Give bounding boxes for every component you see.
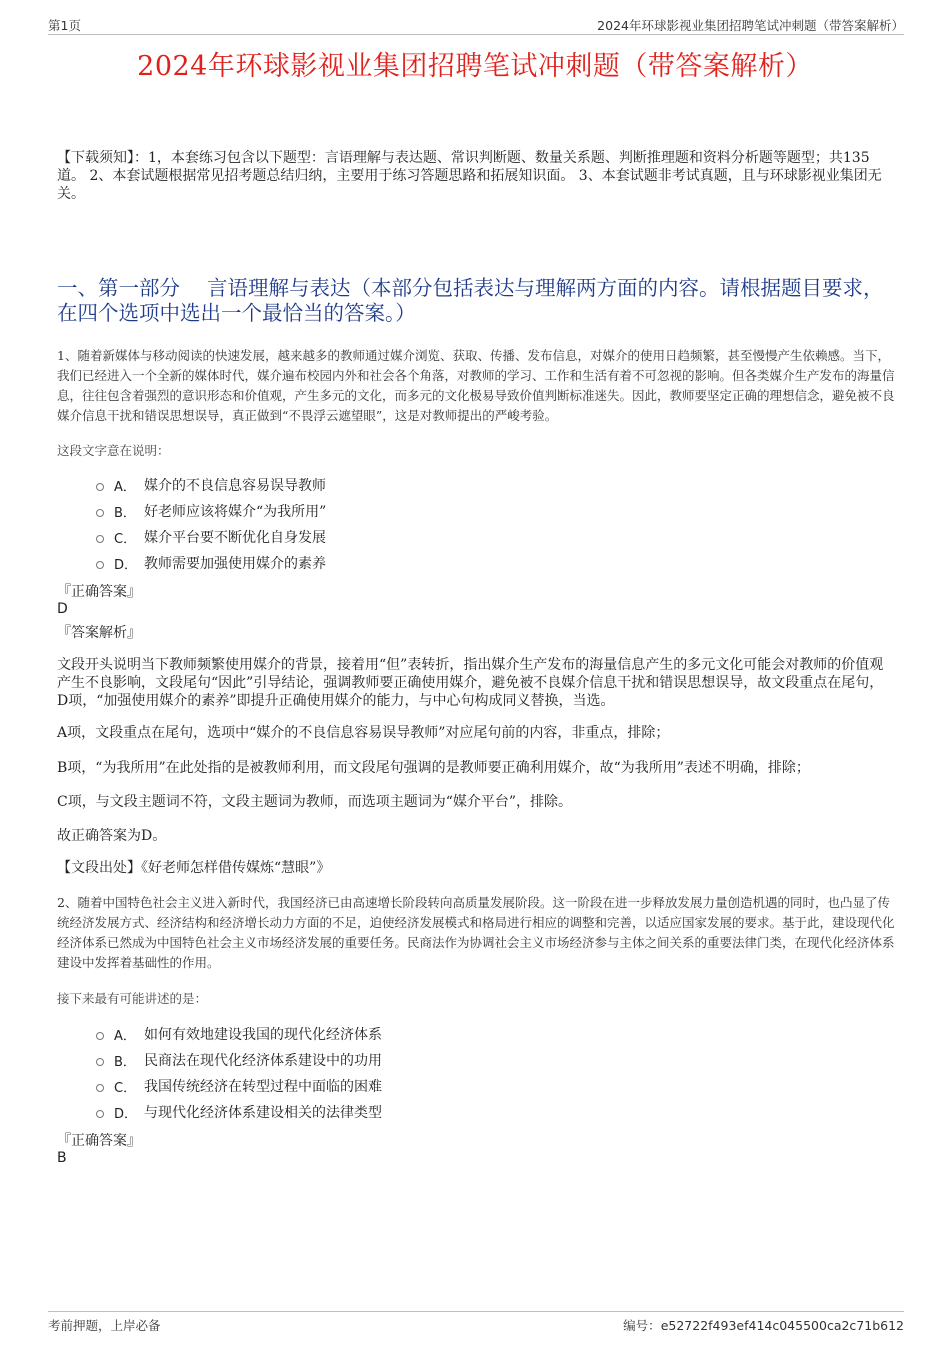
- radio-icon[interactable]: [96, 1032, 104, 1040]
- page-header: [48, 14, 904, 35]
- footer-code-value: e52722f493ef414c045500ca2c71b612: [660, 1318, 904, 1333]
- question-1-option-b[interactable]: B． 好老师应该将媒介“为我所用”: [96, 498, 326, 524]
- footer-code: [623, 1316, 904, 1334]
- radio-icon[interactable]: [96, 1084, 104, 1092]
- question-1-source: 【文段出处】《好老师怎样借传媒炼“慧眼”》: [57, 860, 331, 876]
- question-2-answer: B: [57, 1150, 67, 1166]
- question-2-text: 2、随着中国特色社会主义进入新时代，我国经济已由高速增长阶段转向高质量发展阶段。这一阶段在进一步释放发展力量创造机遇的同时，也凸显了传统经济发展方式、经济结构和经济增长动力方面的不足，迫使经济发展模式和格局进行相应的调整和完善，以适应国家发展的要求。基于此，建设现代化经济体系已然成为中国特色社会主义市场经济发展的重要任务。民商法作为协调社会主义市场经济参与主体之间关系的重要法律门类，在现代化经济体系建设中发挥着基础性的作用。: [57, 895, 895, 970]
- download-notice: 【下载须知】：1，本套练习包含以下题型：言语理解与表达题、常识判断题、数量关系题、判断推理题和资料分析题等题型；共135道。 2、本套试题根据常见招考题总结归纳，主要用于练习答题思路和拓展知识面。 3、本套试题非考试真题，且与环球影视业集团无关。: [57, 150, 882, 202]
- question-2-option-d[interactable]: D． 与现代化经济体系建设相关的法律类型: [96, 1099, 382, 1125]
- question-1-option-c[interactable]: C． 媒介平台要不断优化自身发展: [96, 524, 326, 550]
- footer-code-label: 编号：: [623, 1318, 661, 1333]
- question-1-analysis-p2: A项，文段重点在尾句，选项中“媒介的不良信息容易误导教师”对应尾句前的内容，非重点，排除；: [57, 725, 670, 741]
- question-1-analysis-p1: 文段开头说明当下教师频繁使用媒介的背景，接着用“但”表转折，指出媒介生产发布的海量信息产生的多元文化可能会对教师的价值观产生不良影响，文段尾句“因此”引导结论，强调教师要正确使用媒介，避免被不良媒介信息干扰和错误思想误导，故文段重点在尾句，D项，“加强使用媒介的素养”即提升正确使用媒介的能力，与中心句构成同义替换，当选。: [57, 657, 884, 709]
- question-1-option-a[interactable]: A． 媒介的不良信息容易误导教师: [96, 472, 326, 498]
- question-1-analysis-label: 『答案解析』: [57, 625, 141, 641]
- radio-icon[interactable]: [96, 1110, 104, 1118]
- question-1-analysis-p5: 故正确答案为D。: [57, 828, 167, 844]
- radio-icon[interactable]: [96, 561, 104, 569]
- radio-icon[interactable]: [96, 483, 104, 491]
- question-2-option-b[interactable]: B． 民商法在现代化经济体系建设中的功用: [96, 1047, 382, 1073]
- header-doc-title: 2024年环球影视业集团招聘笔试冲刺题（带答案解析）: [597, 18, 904, 33]
- question-1-answer-label: 『正确答案』: [57, 584, 141, 600]
- question-1-answer: D: [57, 601, 68, 617]
- page-number: 第1页: [48, 18, 81, 33]
- radio-icon[interactable]: [96, 1058, 104, 1066]
- page-footer: [48, 1311, 904, 1334]
- question-1-prompt: 这段文字意在说明：: [57, 443, 170, 458]
- question-1-options: [96, 472, 326, 576]
- question-2-option-c[interactable]: C． 我国传统经济在转型过程中面临的困难: [96, 1073, 382, 1099]
- footer-slogan: 考前押题，上岸必备: [48, 1318, 161, 1333]
- question-2-prompt: 接下来最有可能讲述的是：: [57, 991, 208, 1006]
- section-heading: 一、第一部分 言语理解与表达（本部分包括表达与理解两方面的内容。请根据题目要求，在四个选项中选出一个最恰当的答案。）: [57, 276, 884, 325]
- radio-icon[interactable]: [96, 535, 104, 543]
- question-2-answer-label: 『正确答案』: [57, 1133, 141, 1149]
- question-2-option-a[interactable]: A． 如何有效地建设我国的现代化经济体系: [96, 1021, 382, 1047]
- question-1-text: 1、随着新媒体与移动阅读的快速发展，越来越多的教师通过媒介浏览、获取、传播、发布信息，对媒介的使用日趋频繁，甚至慢慢产生依赖感。当下，我们已经进入一个全新的媒体时代，媒介遍布校园内外和社会各个角落，对教师的学习、工作和生活有着不可忽视的影响。但各类媒介生产发布的海量信息，往往包含着强烈的意识形态和价值观，产生多元的文化，而多元的文化极易导致价值判断标准迷失。因此，教师要坚定正确的理想信念，避免被不良媒介信息干扰和错误思想误导，真正做到“不畏浮云遮望眼”，这是对教师提出的严峻考验。: [57, 348, 895, 423]
- radio-icon[interactable]: [96, 509, 104, 517]
- question-1-analysis-p4: C项，与文段主题词不符，文段主题词为教师，而选项主题词为“媒介平台”，排除。: [57, 794, 573, 810]
- document-title: 2024年环球影视业集团招聘笔试冲刺题（带答案解析）: [137, 51, 813, 82]
- question-1-option-d[interactable]: D． 教师需要加强使用媒介的素养: [96, 550, 326, 576]
- question-2-options: [96, 1021, 382, 1125]
- question-1-analysis-p3: B项，“为我所用”在此处指的是被教师利用，而文段尾句强调的是教师要正确利用媒介，故“为我所用”表述不明确，排除；: [57, 760, 810, 776]
